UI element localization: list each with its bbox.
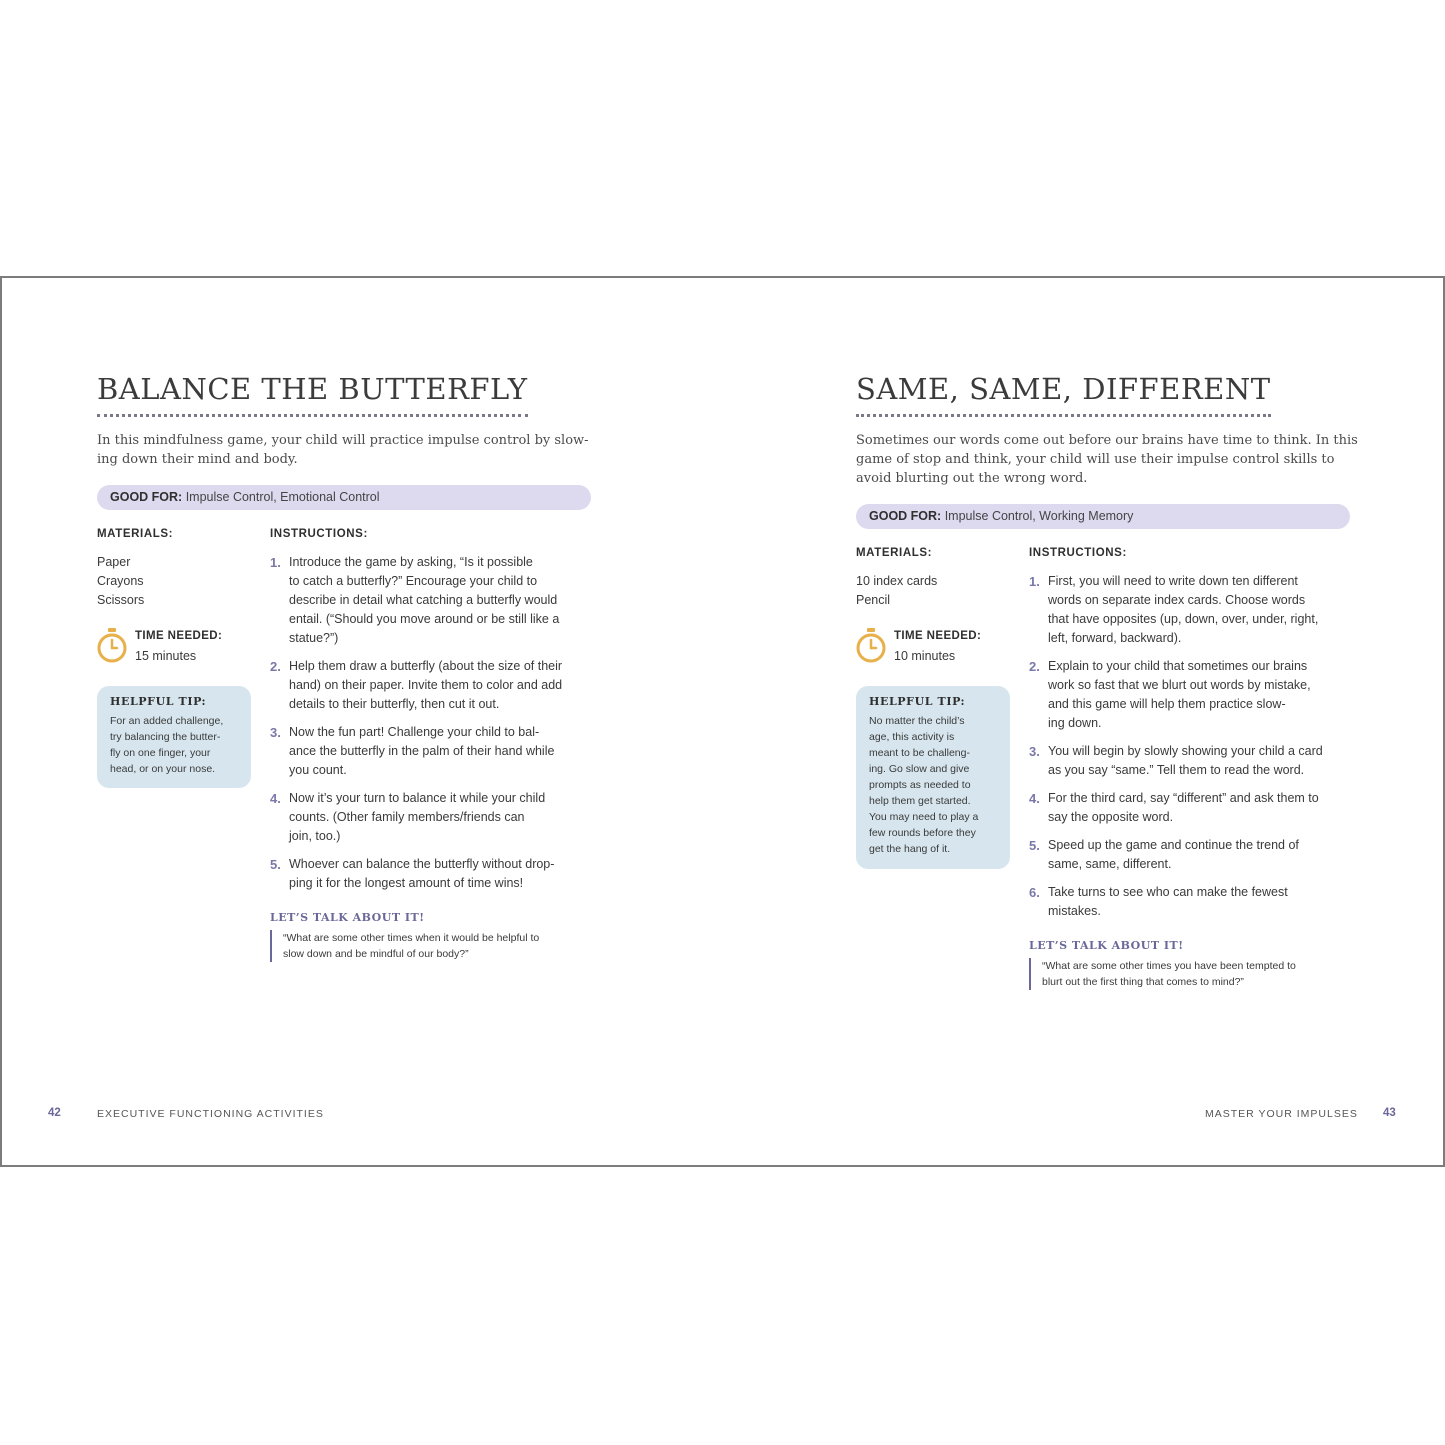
instruction-step xyxy=(1029,742,1364,780)
intro-line: In this mindfulness game, your child will practice impulse control by slow- xyxy=(97,433,589,448)
step-line: you count. xyxy=(289,763,347,777)
step-line: mistakes. xyxy=(1048,904,1101,918)
step-number: 2. xyxy=(270,659,281,674)
step-line: work so fast that we blurt out words by mistake, xyxy=(1048,678,1311,692)
step-line: Introduce the game by asking, “Is it possible xyxy=(289,555,533,569)
step-line: say the opposite word. xyxy=(1048,810,1174,824)
timer-icon xyxy=(856,627,886,663)
material-item: 10 index cards xyxy=(856,574,938,588)
time-needed-label: TIME NEEDED: xyxy=(894,630,982,642)
talk-about-it-quote xyxy=(270,930,539,962)
step-line: Now it’s your turn to balance it while your child xyxy=(289,791,546,805)
step-line: For the third card, say “different” and ask them to xyxy=(1048,791,1319,805)
tip-line: For an added challenge, xyxy=(110,715,224,727)
instruction-step xyxy=(270,855,600,893)
step-line: ance the butterfly in the palm of their hand while xyxy=(289,744,555,758)
step-line: details to their butterfly, then cut it out. xyxy=(289,697,500,711)
time-needed-label: TIME NEEDED: xyxy=(135,630,223,642)
time-needed-value: 10 minutes xyxy=(894,649,956,663)
instruction-step xyxy=(1029,836,1364,874)
step-line: Whoever can balance the butterfly without drop- xyxy=(289,857,555,871)
step-line: statue?”) xyxy=(289,631,339,645)
good-for-banner xyxy=(856,504,1350,529)
helpful-tip-label: HELPFUL TIP: xyxy=(110,695,207,708)
tip-line: prompts as needed to xyxy=(869,779,971,791)
quote-line: blurt out the first thing that comes to mind?” xyxy=(1042,976,1244,988)
instructions-label: INSTRUCTIONS: xyxy=(270,528,368,540)
tip-line: help them get started. xyxy=(869,795,971,807)
tip-line: age, this activity is xyxy=(869,731,955,743)
step-line: hand) on their paper. Invite them to color and add xyxy=(289,678,563,692)
quote-line: slow down and be mindful of our body?” xyxy=(283,948,469,960)
instructions-label: INSTRUCTIONS: xyxy=(1029,547,1127,559)
instructions-list xyxy=(1029,572,1364,930)
helpful-tip-text xyxy=(110,713,239,777)
materials-list xyxy=(97,553,144,610)
step-line: words on separate index cards. Choose words xyxy=(1048,593,1306,607)
material-item: Pencil xyxy=(856,593,891,607)
tip-line: No matter the child’s xyxy=(869,715,965,727)
running-head: MASTER YOUR IMPULSES xyxy=(1205,1108,1358,1120)
tip-line: fly on one finger, your xyxy=(110,747,211,759)
step-line: You will begin by slowly showing your child a card xyxy=(1048,744,1323,758)
quote-line: “What are some other times when it would be helpful to xyxy=(283,932,540,944)
timer-icon xyxy=(97,627,127,663)
helpful-tip-box xyxy=(856,686,1010,869)
quote-line: “What are some other times you have been tempted to xyxy=(1042,960,1296,972)
page-number: 43 xyxy=(1383,1107,1396,1119)
material-item: Paper xyxy=(97,555,131,569)
tip-line: few rounds before they xyxy=(869,827,976,839)
step-line: counts. (Other family members/friends can xyxy=(289,810,525,824)
instruction-step xyxy=(1029,883,1364,921)
intro-line: ing down their mind and body. xyxy=(97,452,298,467)
step-line: to catch a butterfly?” Encourage your child to xyxy=(289,574,538,588)
materials-label: MATERIALS: xyxy=(97,528,174,540)
good-for-label: GOOD FOR: xyxy=(110,490,183,504)
step-line: Explain to your child that sometimes our brains xyxy=(1048,659,1308,673)
tip-line: try balancing the butter- xyxy=(110,731,221,743)
helpful-tip-box xyxy=(97,686,251,788)
materials-list xyxy=(856,572,937,610)
step-line: as you say “same.” Tell them to read the word. xyxy=(1048,763,1305,777)
talk-about-it-quote xyxy=(1029,958,1296,990)
helpful-tip-text xyxy=(869,713,998,857)
intro-text xyxy=(856,431,1358,488)
helpful-tip-label: HELPFUL TIP: xyxy=(869,695,966,708)
step-number: 4. xyxy=(1029,791,1040,806)
instruction-step xyxy=(1029,657,1364,733)
activity-title: SAME, SAME, DIFFERENT xyxy=(856,372,1271,417)
instruction-step xyxy=(1029,572,1364,648)
good-for-banner xyxy=(97,485,591,510)
talk-about-it-label: LET’S TALK ABOUT IT! xyxy=(270,911,425,924)
activity-title: BALANCE THE BUTTERFLY xyxy=(97,372,528,417)
step-line: entail. (“Should you move around or be still like a xyxy=(289,612,560,626)
step-line: that have opposites (up, down, over, under, right, xyxy=(1048,612,1319,626)
step-line: Now the fun part! Challenge your child to bal- xyxy=(289,725,540,739)
instruction-step xyxy=(270,553,600,648)
tip-line: head, or on your nose. xyxy=(110,763,216,775)
intro-line: avoid blurting out the wrong word. xyxy=(856,471,1088,486)
material-item: Crayons xyxy=(97,574,144,588)
instruction-step xyxy=(270,789,600,846)
left-page xyxy=(2,278,724,1165)
step-line: ing down. xyxy=(1048,716,1102,730)
good-for-value: Impulse Control, Emotional Control xyxy=(185,490,380,504)
good-for-label: GOOD FOR: xyxy=(869,509,942,523)
step-line: same, same, different. xyxy=(1048,857,1172,871)
step-line: describe in detail what catching a butterfly would xyxy=(289,593,558,607)
tip-line: ing. Go slow and give xyxy=(869,763,970,775)
material-item: Scissors xyxy=(97,593,145,607)
step-number: 3. xyxy=(1029,744,1040,759)
instruction-step xyxy=(270,657,600,714)
intro-line: game of stop and think, your child will use their impulse control skills to xyxy=(856,452,1335,467)
step-line: join, too.) xyxy=(289,829,341,843)
step-number: 3. xyxy=(270,725,281,740)
instruction-step xyxy=(270,723,600,780)
step-number: 6. xyxy=(1029,885,1040,900)
step-number: 5. xyxy=(1029,838,1040,853)
step-line: Help them draw a butterfly (about the size of their xyxy=(289,659,563,673)
intro-line: Sometimes our words come out before our brains have time to think. In this xyxy=(856,433,1358,448)
step-number: 5. xyxy=(270,857,281,872)
materials-label: MATERIALS: xyxy=(856,547,933,559)
book-spread xyxy=(0,276,1445,1167)
running-head: EXECUTIVE FUNCTIONING ACTIVITIES xyxy=(97,1108,324,1120)
good-for-value: Impulse Control, Working Memory xyxy=(944,509,1134,523)
page-number: 42 xyxy=(48,1107,61,1119)
step-line: and this game will help them practice slow- xyxy=(1048,697,1286,711)
step-number: 2. xyxy=(1029,659,1040,674)
step-line: First, you will need to write down ten different xyxy=(1048,574,1298,588)
talk-about-it-label: LET’S TALK ABOUT IT! xyxy=(1029,939,1184,952)
intro-text xyxy=(97,431,589,469)
step-number: 1. xyxy=(270,555,281,570)
step-line: Speed up the game and continue the trend of xyxy=(1048,838,1299,852)
step-line: Take turns to see who can make the fewest xyxy=(1048,885,1288,899)
tip-line: get the hang of it. xyxy=(869,843,951,855)
step-line: ping it for the longest amount of time wins! xyxy=(289,876,524,890)
time-needed-value: 15 minutes xyxy=(135,649,197,663)
tip-line: You may need to play a xyxy=(869,811,979,823)
step-number: 1. xyxy=(1029,574,1040,589)
instruction-step xyxy=(1029,789,1364,827)
right-page xyxy=(724,278,1445,1165)
step-line: left, forward, backward). xyxy=(1048,631,1182,645)
instructions-list xyxy=(270,553,600,902)
tip-line: meant to be challeng- xyxy=(869,747,970,759)
step-number: 4. xyxy=(270,791,281,806)
